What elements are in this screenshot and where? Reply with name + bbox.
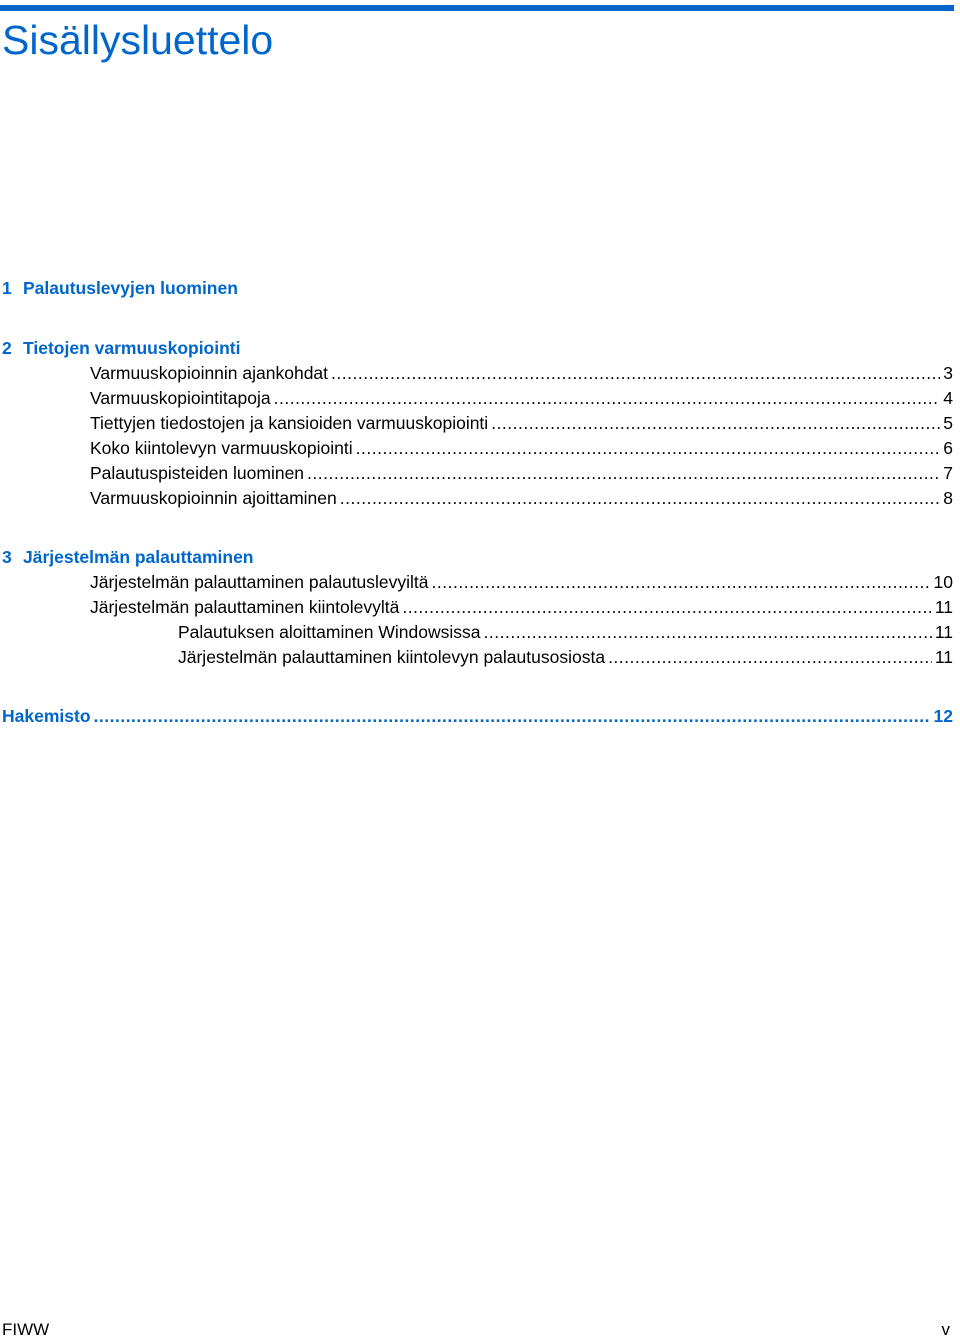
entry-page-number: 7 [943,463,953,483]
dot-leader [94,706,931,726]
toc-subentry[interactable] [178,622,953,642]
toc-chapter-2[interactable] [2,338,241,358]
toc-entry[interactable] [90,363,953,383]
dot-leader [340,488,941,508]
entry-page-number: 11 [934,647,953,667]
toc-entry[interactable] [90,413,953,433]
toc-entry[interactable] [90,438,953,458]
entry-title: Palautuspisteiden luominen [90,463,305,483]
entry-title: Järjestelmän palauttaminen palautuslevyiltä [90,572,429,592]
entry-page-number: 10 [933,572,953,592]
toc-index-entry[interactable] [2,706,953,726]
entry-page-number: 6 [943,438,953,458]
dot-leader [432,572,931,592]
entry-title: Tiettyjen tiedostojen ja kansioiden varmuuskopiointi [90,413,489,433]
toc-chapter-3[interactable] [2,547,254,567]
chapter-number: 2 [2,338,12,358]
toc-entry[interactable] [90,463,953,483]
entry-title: Varmuuskopioinnin ajankohdat [90,363,329,383]
entry-page-number: 12 [933,706,953,726]
toc-entry[interactable] [90,572,953,592]
chapter-number: 1 [2,278,12,298]
toc-entry[interactable] [90,597,953,617]
footer-doc-code: FIWW [2,1320,50,1339]
entry-title: Järjestelmän palauttaminen kiintolevyltä [90,597,400,617]
toc-chapter-1[interactable] [2,278,238,298]
entry-page-number: 8 [943,488,953,508]
entry-page-number: 11 [934,597,953,617]
entry-title: Palautuksen aloittaminen Windowsissa [178,622,481,642]
toc-subentry[interactable] [178,647,953,667]
chapter-title: Järjestelmän palauttaminen [23,547,254,567]
chapter-title: Tietojen varmuuskopiointi [23,338,241,358]
entry-page-number: 5 [943,413,953,433]
entry-page-number: 4 [943,388,953,408]
dot-leader [402,597,932,617]
chapter-number: 3 [2,547,12,567]
entry-title: Varmuuskopiointitapoja [90,388,271,408]
chapter-title: Palautuslevyjen luominen [23,278,238,298]
entry-page-number: 11 [934,622,953,642]
entry-title: Hakemisto [2,706,91,726]
dot-leader [484,622,932,642]
footer-page-number: v [941,1320,950,1339]
dot-leader [608,647,932,667]
entry-title: Koko kiintolevyn varmuuskopiointi [90,438,353,458]
dot-leader [356,438,941,458]
entry-page-number: 3 [943,363,953,383]
toc-entry[interactable] [90,488,953,508]
dot-leader [307,463,940,483]
entry-title: Varmuuskopioinnin ajoittaminen [90,488,337,508]
entry-title: Järjestelmän palauttaminen kiintolevyn palautusosiosta [178,647,606,667]
page-title: Sisällysluettelo [2,17,274,63]
toc-entry[interactable] [90,388,953,408]
dot-leader [491,413,940,433]
dot-leader [331,363,940,383]
dot-leader [274,388,941,408]
